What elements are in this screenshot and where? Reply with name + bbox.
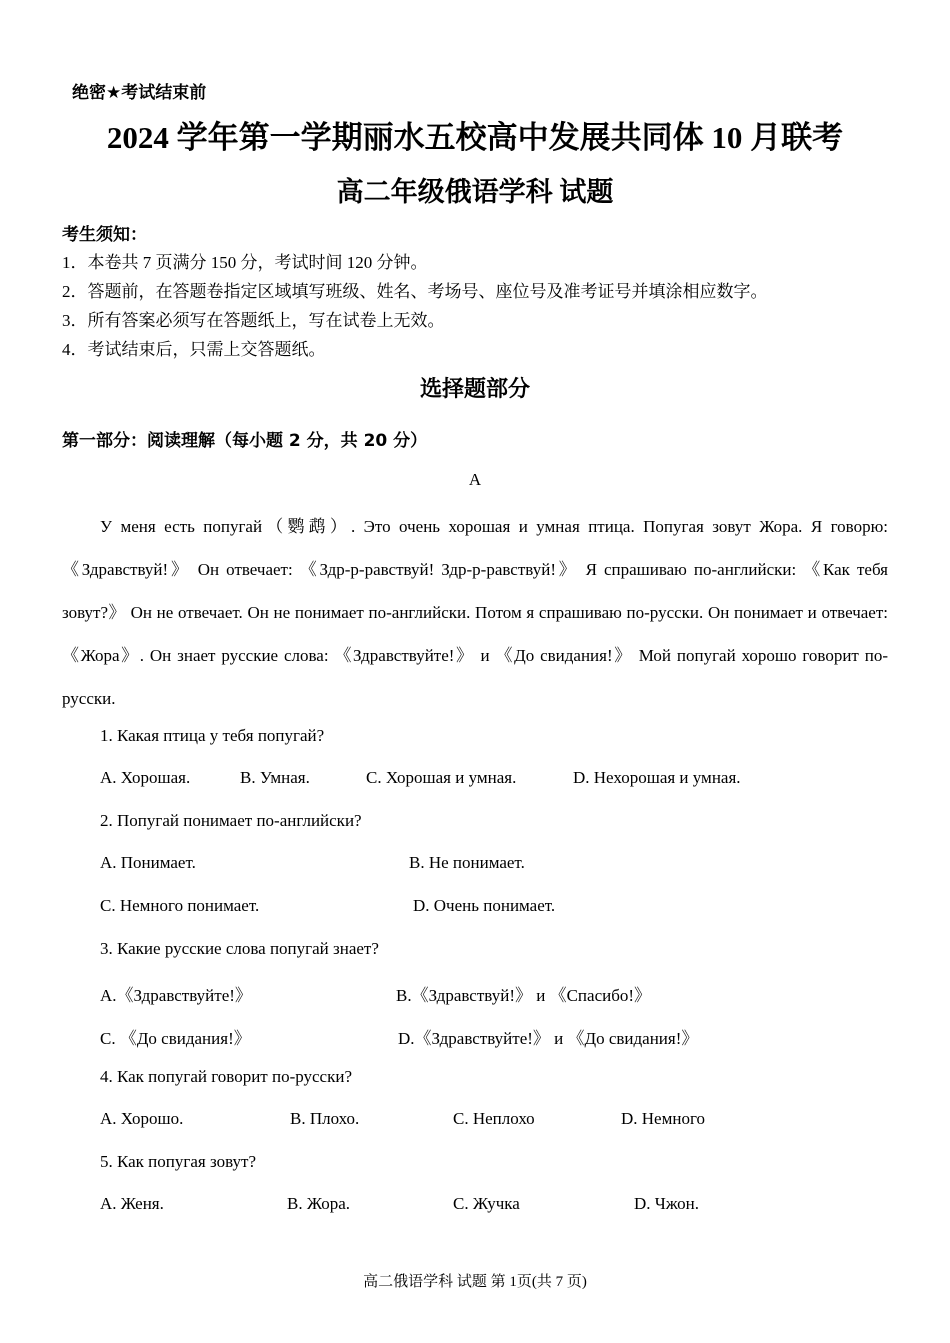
question-text: 3. Какие русские слова попугай знает?	[100, 939, 379, 958]
exam-title: 2024 学年第一学期丽水五校高中发展共同体 10 月联考	[106, 120, 844, 155]
option-b: B.《Здравствуй!》 и 《Спасибо!》	[396, 986, 652, 1005]
option-a: A. Хорошая.	[100, 768, 191, 787]
question-text: 5. Как попугая зовут?	[100, 1152, 256, 1171]
option-d: D.《Здравствуйте!》 и 《До свидания!》	[398, 1029, 699, 1048]
secret-label: 绝密★考试结束前	[72, 83, 207, 103]
option-c: C. Немного понимает.	[100, 896, 260, 915]
passage-letter: A	[468, 470, 482, 489]
notice-item: 1．本卷共 7 页满分 150 分，考试时间 120 分钟。	[62, 253, 428, 272]
option-c: C. Неплохо	[453, 1109, 535, 1128]
question-text: 1. Какая птица у тебя попугай?	[100, 726, 325, 745]
option-a: A. Хорошо.	[100, 1109, 184, 1128]
option-b: B. Жора.	[287, 1194, 351, 1213]
option-d: D. Чжон.	[634, 1194, 699, 1213]
page-footer: 高二俄语学科 试题 第 1页(共 7 页)	[363, 1274, 587, 1290]
notice-item: 3．所有答案必须写在答题纸上，写在试卷上无效。	[62, 311, 445, 330]
notice-item: 4．考试结束后，只需上交答题纸。	[62, 340, 326, 359]
option-b: B. Не понимает.	[409, 853, 525, 872]
option-b: B. Умная.	[240, 768, 310, 787]
option-a: A.《Здравствуйте!》	[100, 986, 252, 1005]
option-c: C. Жучка	[453, 1194, 520, 1213]
notice-heading: 考生须知：	[62, 225, 147, 245]
option-c: C. 《До свидания!》	[100, 1029, 251, 1048]
exam-subtitle: 高二年级俄语学科 试题	[336, 177, 614, 207]
option-c: C. Хорошая и умная.	[366, 768, 517, 787]
option-d: D. Очень понимает.	[413, 896, 556, 915]
reading-passage: У меня есть попугай（鹦鹉）. Это очень хорошая и умная птица. Попугая зовут Жора. Я говорю: 《Здравствуй!》 Он отвечает: 《Здр-р-равствуй! Здр-р-равствуй!》 Я спрашиваю по-английски: 《Как тебя зовут?》 Он не отвечает. Он не понимает по-английски. Потом я спрашиваю по-русски. Он понимает и отвечает: 《Жора》. Он знает русские слова: 《Здравствуйте!》 и 《До свидания!》 Мой попугай хорошо говорит по-русски.	[62, 517, 888, 708]
question-text: 4. Как попугай говорит по-русски?	[100, 1067, 352, 1086]
question-text: 2. Попугай понимает по-английски?	[100, 811, 362, 830]
option-a: A. Женя.	[100, 1194, 164, 1213]
part-title: 第一部分：阅读理解（每小题 2 分，共 20 分）	[62, 431, 428, 451]
option-b: B. Плохо.	[290, 1109, 360, 1128]
option-d: D. Немного	[621, 1109, 706, 1128]
option-a: A. Понимает.	[100, 853, 196, 872]
section-title: 选择题部分	[419, 376, 530, 401]
notice-item: 2．答题前，在答题卷指定区域填写班级、姓名、考场号、座位号及准考证号并填涂相应数字。	[62, 282, 768, 301]
option-d: D. Нехорошая и умная.	[573, 768, 741, 787]
